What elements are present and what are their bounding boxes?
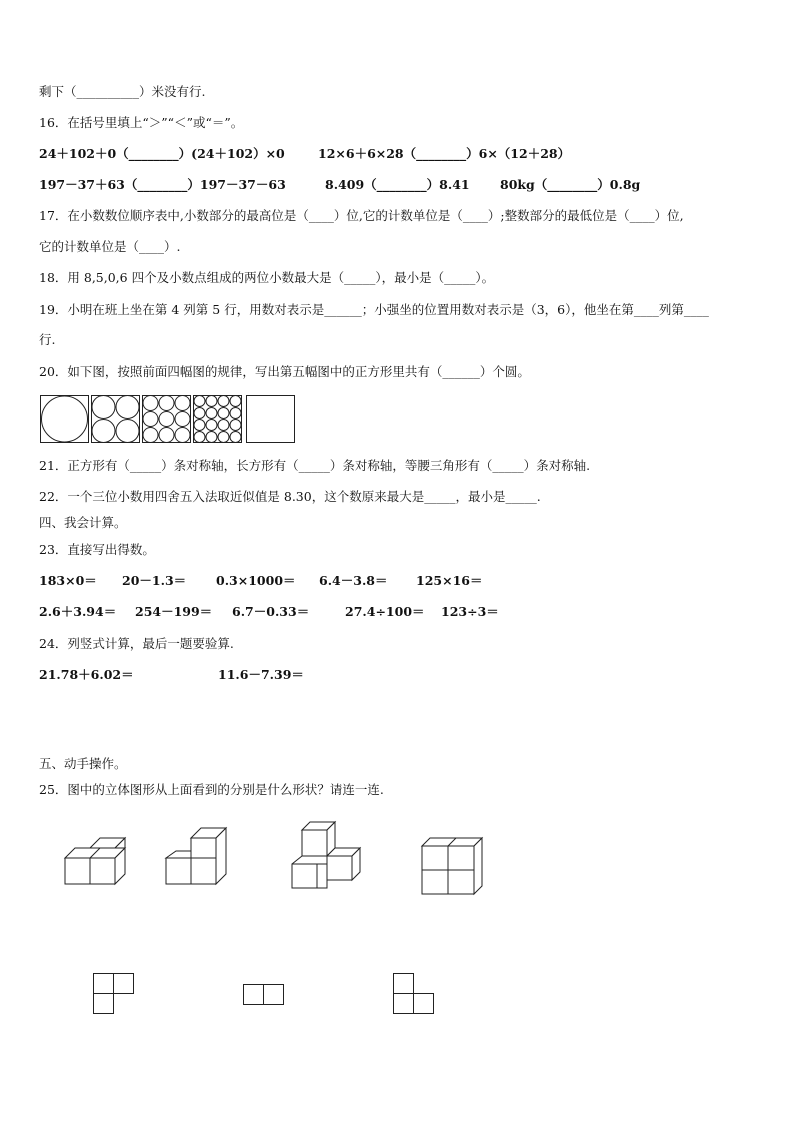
- pattern-square-4: [194, 396, 242, 443]
- calc-a1: 183×0＝: [39, 573, 97, 588]
- q16-prompt: 16．在括号里填上“＞”“＜”或“＝”。: [39, 115, 244, 130]
- top-view-shape-3: [394, 974, 434, 1014]
- q24-prompt: 24．列竖式计算，最后一题要验算.: [39, 636, 234, 651]
- pattern-square-1: [41, 396, 89, 443]
- pattern-square-3: [143, 396, 191, 443]
- q22-line: 22．一个三位小数用四舍五入法取近似值是 8.30，这个数原来最大是_____，最小是_____.: [39, 489, 541, 504]
- pattern-square-2: [92, 396, 140, 443]
- calc-a3: 0.3×1000＝: [216, 573, 296, 588]
- compare-r2c2: 8.409（________）8.41: [325, 177, 470, 192]
- calc-b5: 123÷3＝: [441, 604, 499, 619]
- compare-r2c3: 80kg（________）0.8g: [500, 177, 641, 192]
- top-view-shape-1: [94, 974, 134, 1014]
- q20-line: 20．如下图，按照前面四幅图的规律，写出第五幅图中的正方形里共有（______）个圆。: [39, 364, 530, 379]
- section-4-heading: 四、我会计算。: [39, 515, 127, 530]
- q19-line1: 19．小明在班上坐在第 4 列第 5 行，用数对表示是______；小强坐的位置用数对表示是（3，6），他坐在第____列第____: [39, 302, 709, 317]
- solid-figure-1: [65, 838, 125, 884]
- top-view-shape-2: [244, 985, 284, 1005]
- compare-r1c1: 24＋102＋0（________）(24＋102）×0: [39, 146, 285, 161]
- q17-line1: 17．在小数数位顺序表中,小数部分的最高位是（____）位,它的计数单位是（____）;整数部分的最低位是（____）位,: [39, 208, 684, 223]
- q15-remainder-line: 剩下（__________）米没有行.: [39, 84, 206, 99]
- q18-line: 18．用 8,5,0,6 四个及小数点组成的两位小数最大是（_____），最小是（_____）。: [39, 270, 495, 285]
- pattern-square-5-empty: [247, 396, 295, 443]
- calc-c1: 21.78＋6.02＝: [39, 667, 134, 682]
- solid-figures-row: [60, 818, 500, 898]
- calc-c2: 11.6－7.39＝: [218, 667, 304, 682]
- top-view-shapes-row: [88, 968, 448, 1018]
- calc-b3: 6.7－0.33＝: [232, 604, 310, 619]
- calc-b1: 2.6＋3.94＝: [39, 604, 117, 619]
- q19-line2: 行.: [39, 332, 56, 347]
- compare-r1c2: 12×6＋6×28（________）6×（12＋28）: [318, 146, 571, 161]
- calc-b4: 27.4÷100＝: [345, 604, 425, 619]
- solid-figure-3: [292, 822, 360, 888]
- circle-pattern-figures: [40, 395, 300, 445]
- solid-figure-4: [422, 838, 482, 894]
- q23-prompt: 23．直接写出得数。: [39, 542, 155, 557]
- q21-line: 21．正方形有（_____）条对称轴，长方形有（_____）条对称轴，等腰三角形有（_____）条对称轴.: [39, 458, 591, 473]
- calc-a4: 6.4－3.8＝: [319, 573, 388, 588]
- calc-a2: 20－1.3＝: [122, 573, 187, 588]
- q25-prompt: 25．图中的立体图形从上面看到的分别是什么形状？请连一连.: [39, 782, 384, 797]
- calc-b2: 254－199＝: [135, 604, 213, 619]
- calc-a5: 125×16＝: [416, 573, 483, 588]
- solid-figure-2: [166, 828, 226, 884]
- section-5-heading: 五、动手操作。: [39, 756, 127, 771]
- compare-r2c1: 197－37＋63（________）197－37－63: [39, 177, 286, 192]
- q17-line2: 它的计数单位是（____）.: [39, 239, 181, 254]
